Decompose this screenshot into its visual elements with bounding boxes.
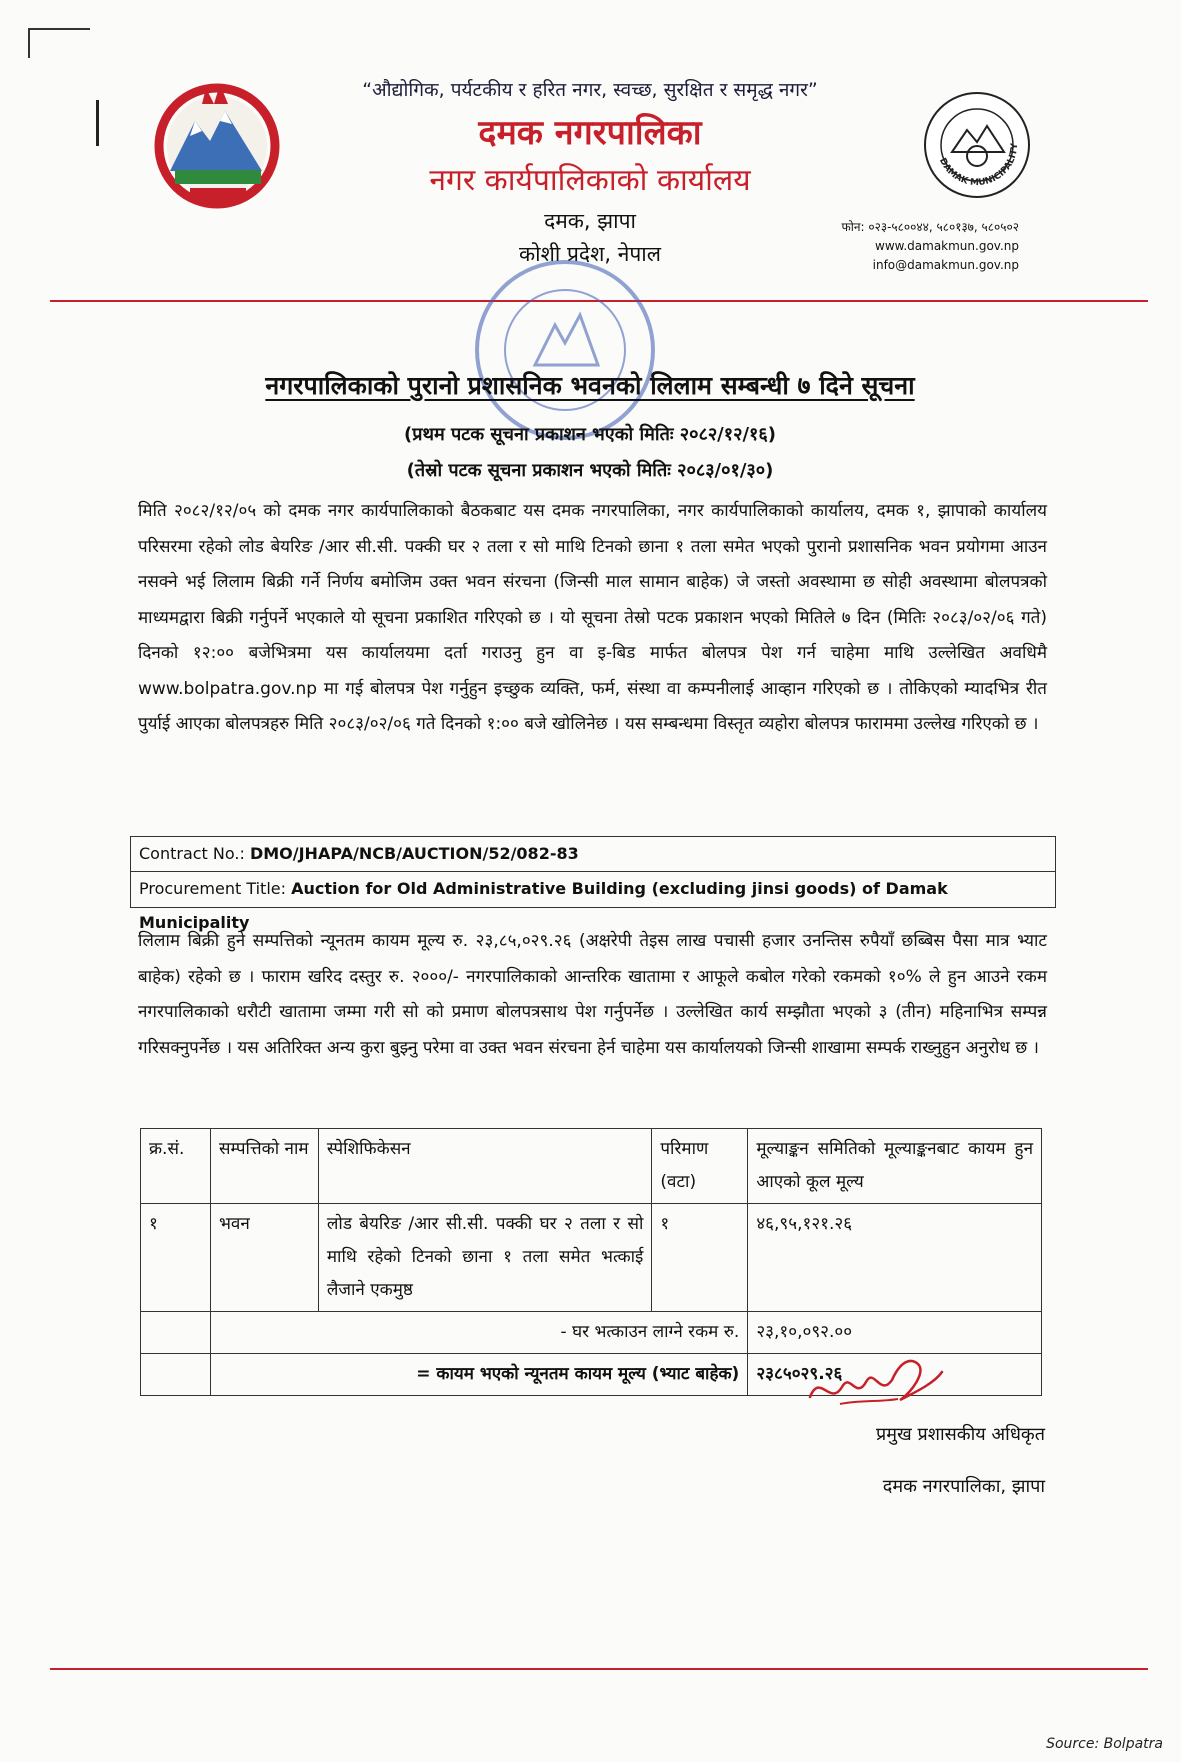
header-qty: परिमाण (वटा): [652, 1129, 748, 1204]
procurement-title: Auction for Old Administrative Building (excluding jinsi goods) of Damak Municipality: [139, 879, 948, 932]
municipality-seal: [922, 90, 1032, 200]
minimum-value-label: = कायम भएको न्यूनतम कायम मूल्य (भ्याट बाहेक): [210, 1354, 747, 1396]
header-asset: सम्पत्तिको नाम: [210, 1129, 318, 1204]
org-name: दमक नगरपालिका: [478, 113, 702, 153]
margin-mark: [96, 100, 99, 146]
signatory-title: प्रमुख प्रशासकीय अधिकृत: [876, 1424, 1045, 1445]
crop-mark: [28, 28, 30, 58]
demolition-cost-value: २३,१०,०९२.००: [748, 1312, 1042, 1354]
first-publication-date: (प्रथम पटक सूचना प्रकाशन भएको मितिः २०८२/१२/१६): [404, 424, 776, 445]
header-sn: क्र.सं.: [141, 1129, 211, 1204]
demolition-cost-label: - घर भत्काउन लाग्ने रकम रु.: [210, 1312, 747, 1354]
row-asset: भवन: [210, 1204, 318, 1312]
seal-text: DAMAK MUNICIPALITY: [936, 142, 1021, 189]
procurement-title-row: [131, 871, 1055, 932]
signatory-org: दमक नगरपालिका, झापा: [882, 1476, 1045, 1497]
source-credit: Source: Bolpatra: [1046, 1736, 1163, 1752]
contract-number-row: [131, 837, 1055, 871]
motto: “औद्योगिक, पर्यटकीय र हरित नगर, स्वच्छ, सुरक्षित र समृद्ध नगर”: [362, 79, 818, 101]
contract-box: [130, 836, 1056, 932]
contract-number-label: Contract No.:: [139, 844, 250, 863]
table-header-row: [141, 1129, 1042, 1204]
row-spec: लोड बेयरिङ /आर सी.सी. पक्की घर २ तला र सो माथि रहेको टिनको छाना १ तला समेत भत्काई लैजाने एकमुष्ठ: [318, 1204, 652, 1312]
notice-body-paragraph: मिति २०८२/१२/०५ को दमक नगर कार्यपालिकाको बैठकबाट यस दमक नगरपालिका, नगर कार्यपालिकाको कार्यालय, दमक १, झापाको कार्यालय परिसरमा रहेको लोड बेयरिङ /आर सी.सी. पक्की घर २ तला र सो माथि टिनको छाना १ तला समेत भएको पुरानो प्रशासनिक भवन प्रयोगमा आउन नसक्ने भई लिलाम बिक्री गर्ने निर्णय बमोजिम उक्त भवन संरचना (जिन्सी माल सामान बाहेक) जे जस्तो अवस्थामा छ सोही अवस्थामा बोलपत्रको माध्यमद्वारा बिक्री गर्नुपर्ने भएकाले यो सूचना प्रकाशित गरिएको छ । यो सूचना तेस्रो पटक प्रकाशन भएको मितिले ७ दिन (मितिः २०८३/०२/०६ गते) दिनको १२:०० बजेभित्रमा यस कार्यालयमा दर्ता गराउनु हुन वा इ-बिड मार्फत बोलपत्र पेश गर्न चाहेमा माथि उल्लेखित अवधिमै www.bolpatra.gov.np मा गई बोलपत्र पेश गर्नुहुन इच्छुक व्यक्ति, फर्म, संस्था वा कम्पनीलाई आव्हान गरिएको छ । तोकिएको म्यादभित्र रीत पुर्याई आएका बोलपत्रहरु मिति २०८३/०२/०६ गते दिनको १:०० बजे खोलिनेछ । यस सम्बन्धमा विस्तृत व्यहोरा बोलपत्र फाराममा उल्लेख गरिएको छ ।: [138, 501, 1047, 734]
province: कोशी प्रदेश, नेपाल: [519, 242, 661, 266]
table-row: [141, 1204, 1042, 1312]
row-sn: १: [141, 1204, 211, 1312]
office-name: नगर कार्यपालिकाको कार्यालय: [429, 163, 751, 198]
office-stamp: [470, 255, 660, 445]
contract-number: DMO/JHAPA/NCB/AUCTION/52/082-83: [249, 844, 579, 863]
footer-rule: [50, 1668, 1148, 1670]
row-value: ४६,९५,१२१.२६: [748, 1204, 1042, 1312]
header-value: मूल्याङ्कन समितिको मूल्याङ्कनबाट कायम हुन आएको कूल मूल्य: [748, 1129, 1042, 1204]
row-qty: १: [652, 1204, 748, 1312]
price-terms-paragraph: लिलाम बिक्री हुने सम्पत्तिको न्यूनतम कायम मूल्य रु. २३,८५,०२९.२६ (अक्षरेपी तेइस लाख पचासी हजार उनन्तिस रुपैयाँ छब्बिस पैसा मात्र भ्याट बाहेक) रहेको छ । फाराम खरिद दस्तुर रु. २०००/- नगरपालिकाको आन्तरिक खातामा र आफूले कबोल गरेको रकमको १०% ले हुन आउने रकम नगरपालिकाको धरौटी खातामा जम्मा गरी सो को प्रमाण बोलपत्रसाथ पेश गर्नुपर्नेछ । उल्लेखित कार्य सम्झौता भएको ३ (तीन) महिनाभित्र सम्पन्न गरिसक्नुपर्नेछ । यस अतिरिक्त अन्य कुरा बुझ्नु परेमा वा उक्त भवन संरचना हेर्न चाहेमा यस कार्यालयको जिन्सी शाखामा सम्पर्क राख्नुहुन अनुरोध छ ।: [138, 931, 1047, 1058]
government-emblem: [150, 76, 285, 211]
website: www.damakmun.gov.np: [875, 239, 1019, 253]
third-publication-date: (तेस्रो पटक सूचना प्रकाशन भएको मितिः २०८३/०१/३०): [406, 460, 774, 481]
city: दमक, झापा: [544, 209, 636, 233]
procurement-title-label: Procurement Title:: [139, 879, 292, 898]
minimum-value: २३८५०२९.२६: [748, 1354, 1042, 1396]
phone-numbers: फोन: ०२३-५८००४४, ५८०१३७, ५८०५०२: [841, 220, 1019, 234]
notice-title: नगरपालिकाको पुरानो प्रशासनिक भवनको लिलाम सम्बन्धी ७ दिने सूचना: [265, 371, 915, 400]
signature: [800, 1342, 950, 1422]
email: info@damakmun.gov.np: [872, 258, 1019, 272]
header-spec: स्पेशिफिकेसन: [318, 1129, 652, 1204]
crop-mark: [28, 28, 90, 30]
contact-block: [841, 218, 1019, 275]
